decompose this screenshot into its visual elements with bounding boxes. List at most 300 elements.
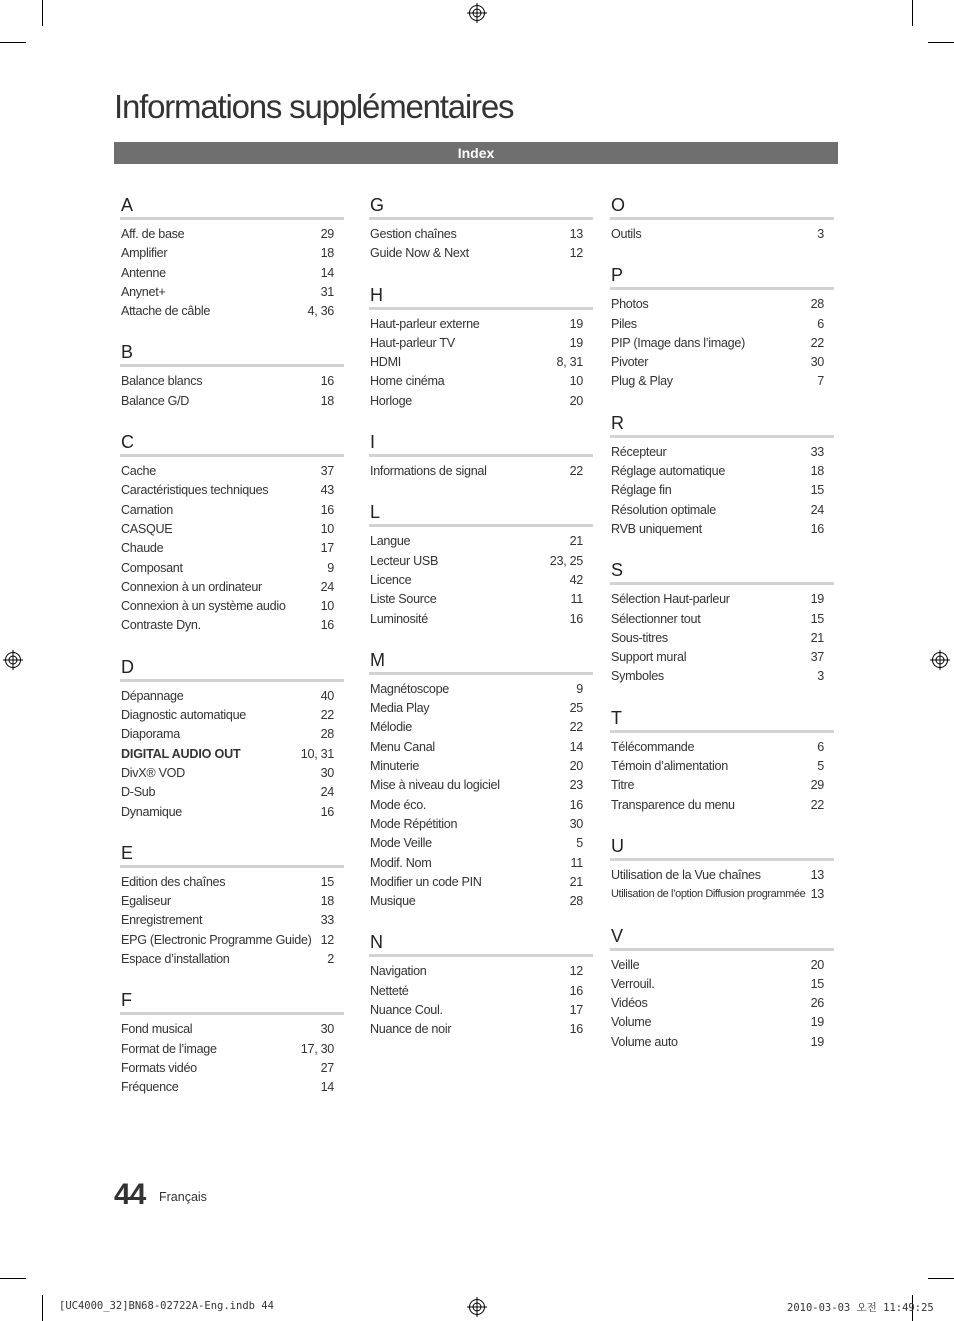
index-entry [610,1033,834,1052]
index-entry-pages: 15 [320,874,334,889]
index-entry-term: Luminosité [370,611,428,626]
index-entry-term: Nuance de noir [370,1022,452,1037]
index-entry-pages: 6 [817,316,824,331]
index-entry-term: Contraste Dyn. [121,618,201,633]
index-entry-term: Mélodie [370,720,413,735]
index-entry-pages: 43 [320,483,334,498]
index-entry [369,718,593,737]
index-entry-term: Navigation [370,964,427,979]
index-entry [120,244,344,263]
index-entry-pages: 18 [320,894,334,909]
index-entry-pages: 40 [320,688,334,703]
index-column-3 [610,194,834,1072]
index-entry-term: HDMI [370,355,401,370]
index-entry-pages: 7 [817,374,824,389]
index-letter-heading: U [610,835,834,861]
index-entry-pages: 3 [817,669,824,684]
index-entry [369,699,593,718]
index-entry-pages: 37 [810,650,824,665]
index-entry [120,1078,344,1097]
index-entry-pages: 24 [320,579,334,594]
index-entry [610,590,834,609]
index-section-u [610,835,834,905]
index-entry-pages: 10 [320,521,334,536]
index-entry-term: Modif. Nom [370,855,432,870]
index-entry-pages: 19 [569,335,583,350]
index-entry-term: Balance blancs [121,374,203,389]
index-entry [610,796,834,815]
index-entry-pages: 30 [569,816,583,831]
index-entry-pages: 13 [810,887,824,902]
index-entry [120,687,344,706]
index-entry-term: Enregistrement [121,913,203,928]
index-entry [610,520,834,539]
index-entry-term: Amplifier [121,246,168,261]
index-entry-term: Minuterie [370,759,420,774]
index-entry-term: Antenne [121,265,166,280]
index-entry-pages: 21 [569,534,583,549]
index-entry-term: Transparence du menu [611,797,735,812]
index-entry-term: PIP (Image dans l’image) [611,335,745,350]
crop-mark [42,1295,43,1321]
index-entry-pages: 24 [320,785,334,800]
index-letter-heading: A [120,194,344,220]
index-entry [610,315,834,334]
index-entry-term: Verrouil. [611,976,655,991]
index-entry-pages: 16 [569,611,583,626]
index-entry [610,629,834,648]
index-entry-pages: 21 [569,874,583,889]
index-entry-term: Pivoter [611,355,649,370]
index-letter-heading: V [610,925,834,951]
index-entry-term: Titre [611,778,635,793]
index-entry-term: Volume [611,1015,652,1030]
index-entry-term: Langue [370,534,411,549]
index-entry-pages: 33 [810,444,824,459]
index-entry-pages: 23, 25 [549,553,583,568]
index-entry-term: Fréquence [121,1080,179,1095]
registration-mark-icon [467,3,487,23]
index-entry [369,1001,593,1020]
index-entry [610,462,834,481]
index-entry-term: Piles [611,316,637,331]
index-entry-pages: 10 [320,599,334,614]
index-entry [120,1059,344,1078]
index-entry-pages: 17, 30 [300,1041,334,1056]
index-letter-heading: R [610,412,834,438]
index-entry [120,873,344,892]
index-entry-pages: 20 [569,393,583,408]
page-title: Informations supplémentaires [114,88,514,125]
index-entry-term: EPG (Electronic Programme Guide) [121,932,312,947]
section-header-bar: Index [114,142,838,164]
page-number: 44 [114,1178,146,1211]
index-entry [120,892,344,911]
index-entry [610,776,834,795]
index-section-g [369,194,593,264]
index-entry-term: Sélection Haut-parleur [611,592,730,607]
index-entry-term: DIGITAL AUDIO OUT [121,746,241,761]
index-entry-term: Diagnostic automatique [121,708,247,723]
index-entry [120,725,344,744]
index-entry-term: Netteté [370,983,409,998]
index-section-i [369,431,593,481]
index-entry-term: Haut-parleur TV [370,335,455,350]
index-entry-term: Plug & Play [611,374,673,389]
index-entry-pages: 22 [320,708,334,723]
index-entry-pages: 26 [810,996,824,1011]
index-entry [369,462,593,481]
registration-mark-icon [930,650,950,670]
index-entry-term: Licence [370,572,412,587]
index-entry-pages: 14 [320,265,334,280]
index-letter-heading: C [120,431,344,457]
index-entry [610,372,834,391]
index-letter-heading: O [610,194,834,220]
index-entry [369,392,593,411]
index-entry [610,610,834,629]
index-entry-pages: 28 [569,894,583,909]
index-entry [120,783,344,802]
index-entry-term: Modifier un code PIN [370,874,482,889]
index-entry-pages: 31 [320,284,334,299]
index-letter-heading: H [369,284,593,310]
index-entry-term: Balance G/D [121,393,190,408]
index-entry-term: Nuance Coul. [370,1003,443,1018]
index-entry-pages: 11 [570,592,583,607]
index-entry-pages: 19 [810,1034,824,1049]
index-entry-term: Anynet+ [121,284,166,299]
index-entry-pages: 27 [320,1060,334,1075]
index-entry [610,866,834,885]
index-letter-heading: T [610,707,834,733]
index-entry-pages: 16 [569,983,583,998]
index-entry [369,982,593,1001]
index-entry-term: Aff. de base [121,227,185,241]
index-entry-pages: 30 [320,765,334,780]
index-entry-pages: 12 [569,246,583,261]
index-entry [369,225,593,244]
index-entry [369,815,593,834]
index-entry-term: Home cinéma [370,374,445,389]
index-entry-pages: 10 [569,374,583,389]
index-entry [610,994,834,1013]
index-entry [120,372,344,391]
index-entry-term: Mode éco. [370,797,427,812]
index-entry-term: Chaude [121,541,164,556]
index-entry [120,462,344,481]
index-entry-pages: 6 [817,739,824,754]
index-column-1 [120,194,344,1118]
index-letter-heading: D [120,656,344,682]
index-entry-term: Diaporama [121,727,180,742]
index-entry-pages: 18 [810,464,824,479]
index-entry [120,764,344,783]
index-entry-term: Carnation [121,502,173,517]
index-entry-pages: 25 [569,701,583,716]
index-entry [610,885,834,904]
index-entry-pages: 11 [570,855,583,870]
index-entry-term: Mise à niveau du logiciel [370,778,500,793]
index-entry [369,962,593,981]
index-entry-pages: 19 [569,316,583,331]
index-entry [120,501,344,520]
index-entry-term: Symboles [611,669,664,684]
index-section-r [610,412,834,539]
index-entry-pages: 22 [810,797,824,812]
index-entry [369,353,593,372]
index-entry-pages: 8, 31 [556,355,583,370]
index-entry-term: Utilisation de l’option Diffusion programmée [611,888,806,901]
index-entry-pages: 2 [327,952,334,967]
index-entry-term: Magnétoscope [370,681,450,696]
index-entry-term: Fond musical [121,1022,193,1037]
registration-mark-icon [3,650,23,670]
index-entry-pages: 42 [569,572,583,587]
index-section-a [120,194,344,321]
index-entry-pages: 29 [810,778,824,793]
index-entry-pages: 30 [320,1022,334,1037]
index-letter-heading: N [369,931,593,957]
index-entry-term: Résolution optimale [611,502,716,517]
index-entry-pages: 23 [569,778,583,793]
index-letter-heading: P [610,264,834,290]
index-entry [610,295,834,314]
index-entry-pages: 12 [320,932,334,947]
index-entry [369,315,593,334]
index-entry-term: Liste Source [370,592,437,607]
index-entry-term: Support mural [611,650,687,665]
index-entry-pages: 16 [320,374,334,389]
index-entry-pages: 37 [320,464,334,479]
index-entry-pages: 16 [320,502,334,517]
index-entry [369,571,593,590]
index-entry [120,302,344,321]
index-entry-term: Edition des chaînes [121,874,226,889]
page-language: Français [159,1190,207,1204]
index-entry-term: DivX® VOD [121,765,185,780]
index-entry [610,956,834,975]
index-entry-pages: 14 [320,1080,334,1095]
index-entry [120,264,344,283]
index-entry [120,706,344,725]
index-entry-pages: 16 [569,797,583,812]
index-entry-pages: 18 [320,393,334,408]
index-entry-pages: 12 [569,964,583,979]
index-entry-term: Photos [611,297,649,312]
index-entry-pages: 22 [569,464,583,479]
index-entry-pages: 13 [810,867,824,882]
index-entry [369,244,593,263]
index-entry-pages: 16 [569,1022,583,1037]
index-entry [610,738,834,757]
index-entry-pages: 24 [810,502,824,517]
index-entry [610,353,834,372]
index-section-f [120,989,344,1097]
index-entry-pages: 3 [817,227,824,241]
index-entry-pages: 19 [810,1015,824,1030]
footer-timestamp: 2010-03-03 오전 11:49:25 [787,1302,934,1314]
index-entry-pages: 29 [320,227,334,241]
index-letter-heading: S [610,559,834,585]
index-entry-term: Télécommande [611,739,695,754]
crop-mark [928,1278,954,1279]
index-entry [369,680,593,699]
index-entry-pages: 15 [810,976,824,991]
index-entry-term: Outils [611,227,642,241]
index-entry [120,283,344,302]
index-entry [610,1013,834,1032]
index-entry [610,975,834,994]
index-entry-pages: 28 [810,297,824,312]
index-entry [610,225,834,244]
index-section-m [369,649,593,912]
index-section-s [610,559,834,686]
index-entry [120,578,344,597]
index-entry [369,873,593,892]
index-letter-heading: F [120,989,344,1015]
index-entry-term: Caractéristiques techniques [121,483,269,498]
index-entry-term: Formats vidéo [121,1060,197,1075]
index-entry-pages: 15 [810,483,824,498]
index-entry [610,443,834,462]
index-entry-pages: 18 [320,246,334,261]
index-entry [369,1020,593,1039]
index-entry-pages: 4, 36 [307,304,334,319]
index-letter-heading: B [120,341,344,367]
index-entry-term: Gestion chaînes [370,227,457,241]
index-entry-term: Menu Canal [370,739,435,754]
index-entry [610,481,834,500]
index-entry-pages: 9 [327,560,334,575]
index-entry [610,648,834,667]
index-entry [120,1040,344,1059]
index-entry [369,334,593,353]
index-entry-pages: 21 [810,630,824,645]
index-entry-term: Témoin d’alimentation [611,759,728,774]
index-entry-term: Espace d’installation [121,952,230,967]
index-entry-pages: 14 [569,739,583,754]
index-entry-term: Connexion à un ordinateur [121,579,262,594]
index-section-o [610,194,834,244]
index-entry-pages: 5 [576,836,583,851]
index-entry-term: Haut-parleur externe [370,316,480,331]
index-section-t [610,707,834,815]
index-entry-term: Egaliseur [121,894,171,909]
index-section-l [369,501,593,628]
index-column-2 [369,194,593,1060]
footer-file-name: [UC4000_32]BN68-02722A-Eng.indb 44 [59,1300,274,1312]
index-entry-term: Dépannage [121,688,184,703]
index-entry [369,834,593,853]
index-entry-term: D-Sub [121,785,156,800]
crop-mark [0,42,26,43]
index-entry-term: Utilisation de la Vue chaînes [611,867,761,882]
index-entry [120,1020,344,1039]
index-entry-term: Sous-titres [611,630,668,645]
index-letter-heading: E [120,842,344,868]
index-entry-term: Horloge [370,393,413,408]
index-entry [120,392,344,411]
index-entry-pages: 19 [810,592,824,607]
index-entry-term: Informations de signal [370,464,487,479]
index-entry [120,911,344,930]
index-letter-heading: L [369,501,593,527]
index-entry-term: Volume auto [611,1034,678,1049]
index-entry [120,520,344,539]
index-entry [610,334,834,353]
index-entry-term: RVB uniquement [611,521,702,536]
index-entry-term: Musique [370,894,416,909]
index-entry-pages: 28 [320,727,334,742]
index-entry-term: Dynamique [121,804,183,819]
index-entry-pages: 16 [320,618,334,633]
index-section-n [369,931,593,1039]
index-entry [120,616,344,635]
index-entry-pages: 16 [320,804,334,819]
index-entry-term: Guide Now & Next [370,246,469,261]
index-entry-pages: 20 [810,957,824,972]
index-entry-term: Mode Veille [370,836,432,851]
index-entry-pages: 22 [569,720,583,735]
index-entry-term: Cache [121,464,156,479]
index-entry-pages: 17 [320,541,334,556]
index-entry [369,854,593,873]
index-entry-term: Réglage fin [611,483,672,498]
index-section-e [120,842,344,969]
index-entry-term: Attache de câble [121,304,211,319]
index-entry-pages: 17 [569,1003,583,1018]
index-entry-term: Mode Répétition [370,816,458,831]
index-entry [369,892,593,911]
index-entry [120,803,344,822]
index-entry [369,796,593,815]
index-section-v [610,925,834,1052]
index-entry [120,745,344,764]
index-entry-pages: 30 [810,355,824,370]
index-entry-term: Récepteur [611,444,667,459]
index-entry-pages: 20 [569,759,583,774]
index-entry [610,667,834,686]
index-entry [120,481,344,500]
crop-mark [928,42,954,43]
index-section-c [120,431,344,636]
crop-mark [0,1278,26,1279]
index-entry-term: Composant [121,560,183,575]
index-entry-pages: 9 [576,681,583,696]
index-entry [369,738,593,757]
index-section-b [120,341,344,411]
index-section-p [610,264,834,391]
index-entry [120,950,344,969]
index-entry-term: CASQUE [121,521,173,536]
index-entry [369,610,593,629]
index-entry-term: Sélectionner tout [611,611,701,626]
index-entry-pages: 15 [810,611,824,626]
index-entry-term: Connexion à un système audio [121,599,286,614]
index-entry [369,532,593,551]
index-entry [369,552,593,571]
index-entry-term: Format de l’image [121,1041,217,1056]
index-entry-term: Media Play [370,701,430,716]
index-section-d [120,656,344,822]
index-entry [120,225,344,244]
index-entry-term: Lecteur USB [370,553,439,568]
index-entry [120,559,344,578]
index-entry [610,501,834,520]
index-entry-term: Vidéos [611,996,648,1011]
index-entry-pages: 22 [810,335,824,350]
